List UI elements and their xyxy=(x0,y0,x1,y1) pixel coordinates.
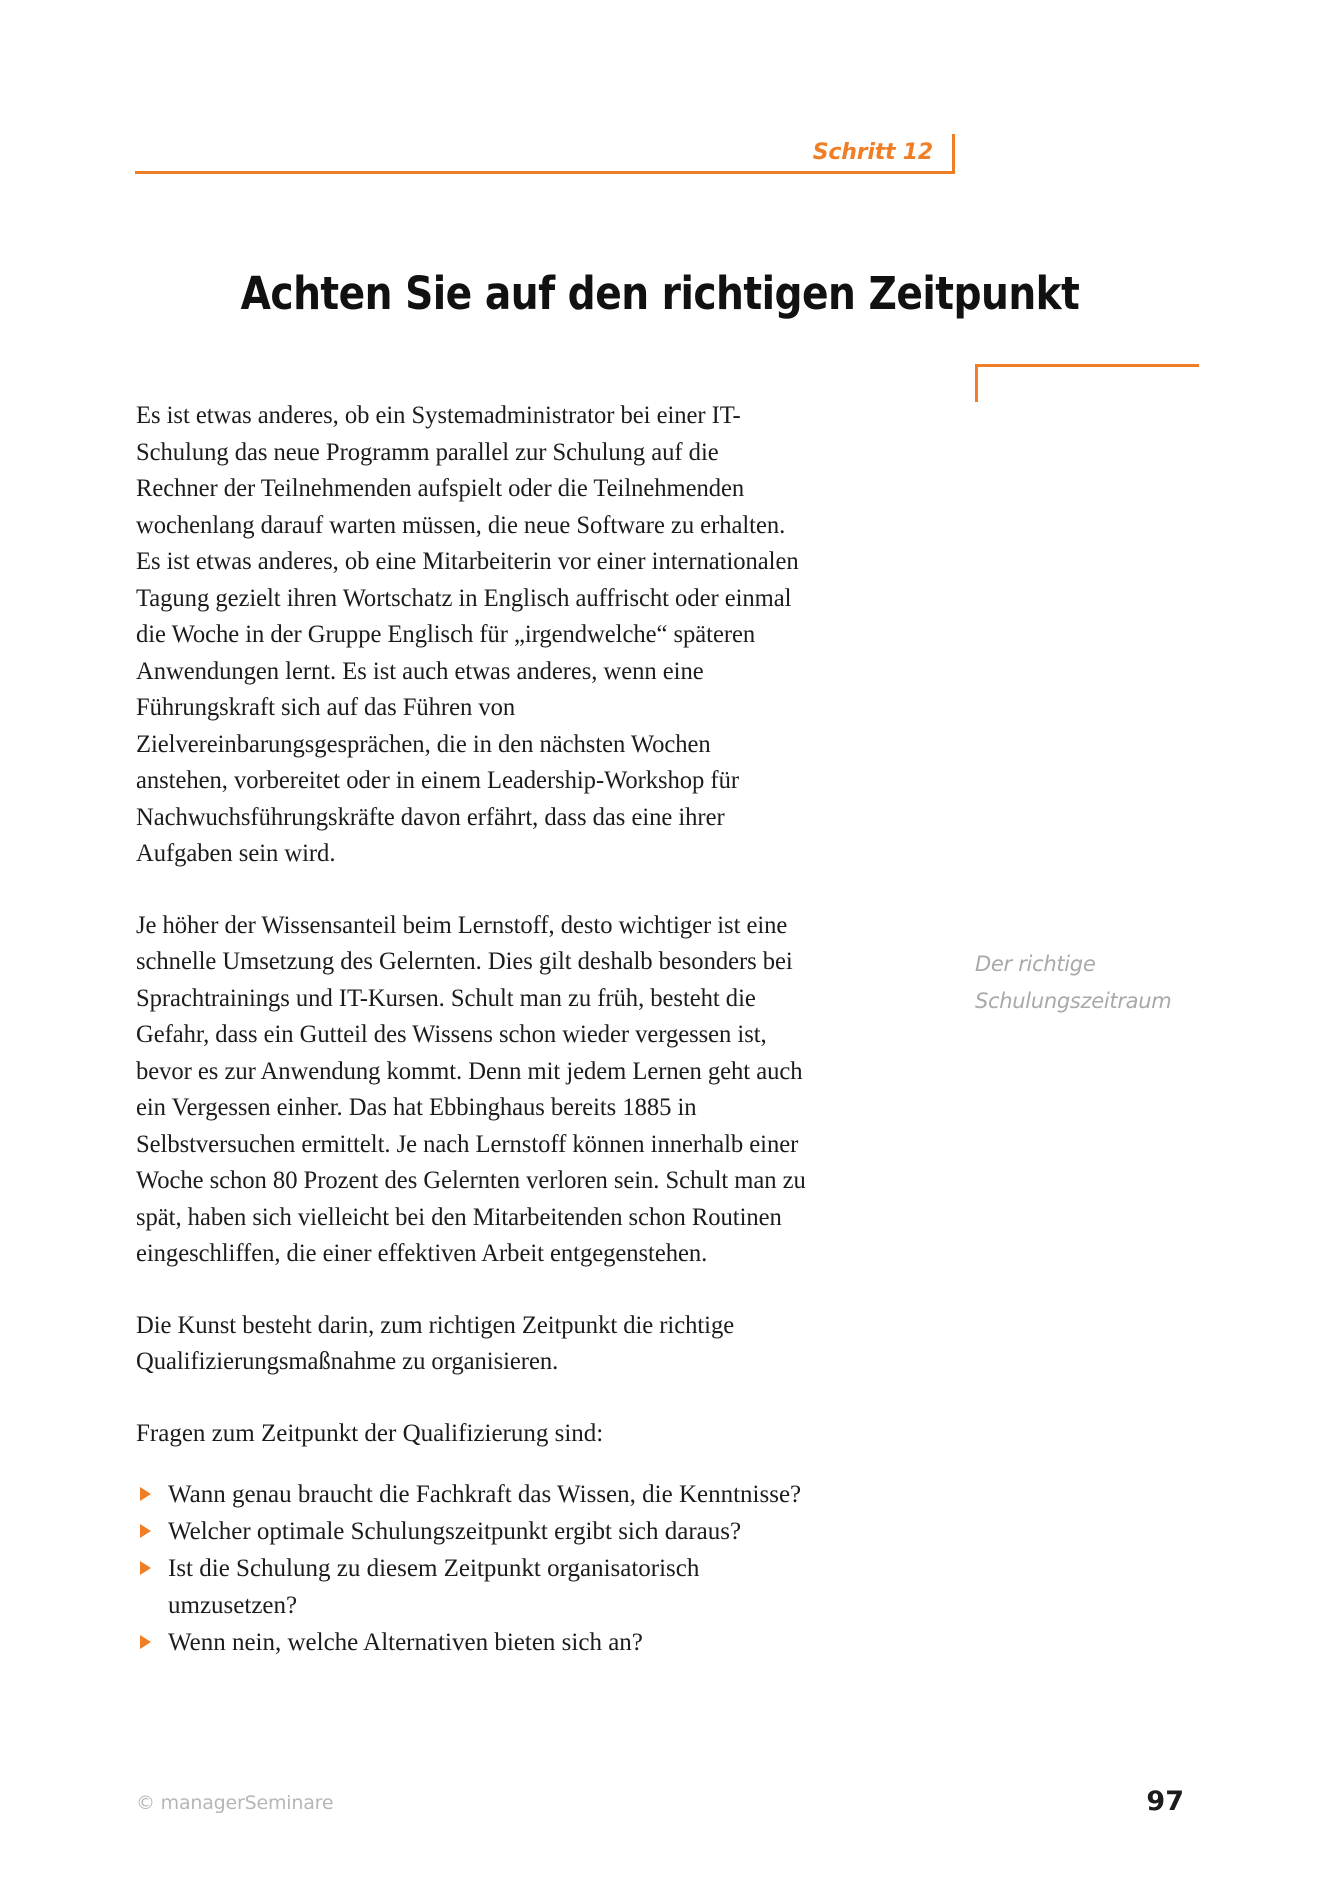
paragraph-2: Je höher der Wissensanteil beim Lernstoff, desto wichtiger ist eine schnelle Umsetzung des Gelernten. Dies gilt deshalb besonders bei Sprachtrainings und IT-Kursen. Schult man zu früh, besteht die Gefahr, dass ein Gutteil des Wissens schon wieder vergessen ist, bevor es zur Anwendung kommt. Denn mit jedem Lernen geht auch ein Vergessen einher. Das hat Ebbinghaus bereits 1885 in Selbstversuchen ermittelt. Je nach Lernstoff können innerhalb einer Woche schon 80 Prozent des Gelernten verloren sein. Schult man zu spät, haben sich vielleicht bei den Mitarbeitenden schon Routinen eingeschliffen, die einer effektiven Arbeit entgegenstehen. xyxy=(136,911,806,1267)
list-item-label: Wenn nein, welche Alternativen bieten sich an? xyxy=(168,1629,643,1656)
step-label: Schritt 12 xyxy=(812,140,933,165)
corner-bracket-decoration xyxy=(975,364,1199,402)
copyright-notice: © managerSeminare xyxy=(136,1792,334,1814)
list-item xyxy=(136,1513,816,1550)
header-rule xyxy=(135,171,955,174)
triangle-right-icon xyxy=(140,1561,151,1575)
paragraph-1: Es ist etwas anderes, ob ein Systemadministrator bei einer IT-Schulung das neue Programm parallel zur Schulung auf die Rechner der Teilnehmenden aufspielt oder die Teilnehmenden wochenlang darauf warten müssen, die neue Software zu erhalten. Es ist etwas anderes, ob eine Mitarbeiterin vor einer internationalen Tagung gezielt ihren Wortschatz in Englisch auffrischt oder einmal die Woche in der Gruppe Englisch für „irgendwelche“ späteren Anwendungen lernt. Es ist auch etwas anderes, wenn eine Führungskraft sich auf das Führen von Zielvereinbarungsgesprächen, die in den nächsten Wochen anstehen, vorbereitet oder in einem Leadership-Workshop für Nachwuchsführungskräfte davon erfährt, dass das eine ihrer Aufgaben sein wird. xyxy=(136,402,799,867)
body-content xyxy=(136,398,816,1661)
margin-note-line-2: Schulungszeitraum xyxy=(975,989,1172,1013)
corner-bracket-horizontal xyxy=(975,364,1199,367)
list-item-label: Welcher optimale Schulungszeitpunkt ergibt sich daraus? xyxy=(168,1518,742,1545)
step-header xyxy=(135,135,955,190)
triangle-right-icon xyxy=(140,1635,151,1649)
margin-note xyxy=(975,946,1275,1020)
list-item-label: Wann genau braucht die Fachkraft das Wissen, die Kenntnisse? xyxy=(168,1481,802,1508)
corner-bracket-vertical xyxy=(975,364,978,402)
page-footer xyxy=(136,1786,1184,1832)
paragraph-3: Die Kunst besteht darin, zum richtigen Zeitpunkt die richtige Qualifizierungsmaßnahme zu organisieren. xyxy=(136,1311,735,1375)
page-number: 97 xyxy=(1146,1786,1184,1817)
triangle-right-icon xyxy=(140,1524,151,1538)
list-item-label: Ist die Schulung zu diesem Zeitpunkt organisatorisch umzusetzen? xyxy=(168,1555,700,1619)
list-item xyxy=(136,1624,816,1661)
list-item xyxy=(136,1550,816,1624)
list-item xyxy=(136,1476,816,1513)
margin-note-line-1: Der richtige xyxy=(975,952,1096,976)
list-lead-in: Fragen zum Zeitpunkt der Qualifizierung sind: xyxy=(136,1419,604,1447)
page-title: Achten Sie auf den richtigen Zeitpunkt xyxy=(240,267,1080,321)
triangle-right-icon xyxy=(140,1487,151,1501)
question-list xyxy=(136,1476,816,1661)
header-tick-mark xyxy=(952,134,955,174)
